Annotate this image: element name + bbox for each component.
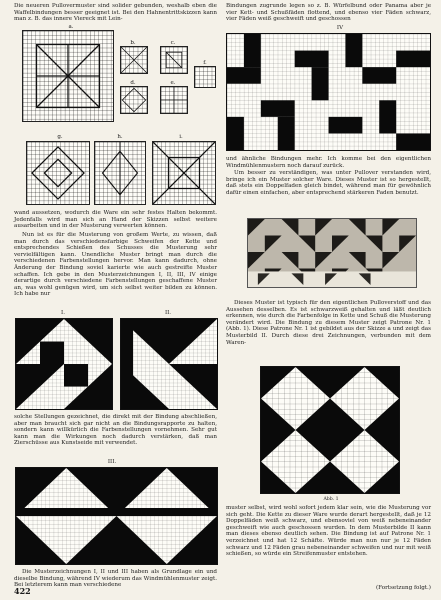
label-b: b. [130, 40, 136, 46]
sketch-f-grid [194, 66, 216, 88]
patrone-abb-1-drawing [261, 367, 399, 493]
continuation-note: (Fortsetzung folgt.) [375, 585, 431, 591]
sketch-g-lines [27, 142, 89, 204]
sketch-c-grid [160, 46, 188, 74]
pattern-IV-drawing [227, 34, 430, 150]
page-number: 422 [14, 586, 31, 596]
fabric-sample-photo [247, 218, 417, 288]
pattern-I [15, 318, 113, 410]
patrone-abb-1 [260, 366, 400, 494]
paragraph-bindings: Bindungen zugrunde legen so z. B. Würfelbund oder Panama aber je vier Kett- und Schußfäden flottend, und ebenso vier Fäden schwarz, vier Fäden weiß geschweift und geschossen [226, 3, 431, 23]
pattern-II-drawing [121, 319, 217, 409]
label-e: e. [170, 80, 176, 86]
sketch-g-grid [26, 141, 90, 205]
sketch-i-lines [153, 142, 215, 204]
label-IV: IV [336, 25, 344, 31]
label-I: I. [61, 310, 65, 316]
sketch-e-grid [160, 86, 188, 114]
sketch-e-lines [161, 87, 187, 113]
label-f: f. [203, 60, 207, 66]
sketch-d-lines [121, 87, 147, 113]
sketch-h-lines [95, 142, 145, 204]
pattern-II [120, 318, 218, 410]
fabric-sample-image [248, 219, 416, 287]
paragraph-typical: Dieses Muster ist typisch für den eigentlichen Pulloverstoff und das Aussehen desselben. Es ist schwarzweiß gehalten und läßt deutlich erkennen, wie durch die Farbenfolge in Kette und Schuß die Musterung verändert wird. Die Bindung zu diesem Muster zeigt Patrone Nr. 1 (Abb. 1). Diese Patrone Nr. 1 ist gebildet aus der Skizze a und zeigt das Musterbild II. Durch diese drei Zeichnungen, verbunden mit dem Waren- [226, 300, 431, 346]
paragraph-pullover: Um besser zu verständigen, was unter Pullover verstanden wird, bringe ich ein Muster solcher Ware. Dieses Muster ist so hergestellt, daß stets ein Doppelfaden gleich bindet, während man für gewöhnlich dafür einen einfachen, aber entsprechend stärkeren Faden benutzt. [226, 170, 431, 196]
label-II: II. [164, 310, 172, 316]
sketch-a-grid [22, 30, 114, 122]
label-h: h. [117, 134, 123, 140]
paragraph-coloring: Nun ist es für die Musterung von großem Werte, zu wissen, daß man durch das verschiedensfarbige Schweifen der Kette und entsprechendes Schießen des Schusses die Musterung sehr vervielfältigen kann. Unendliche Muster bringt man durch die verschiedenen Farbenstellungen hervor. Man kann dadurch, ohne Änderung der Bindung soviel karierte wie auch gestreifte Muster schaffen. Ich gebe in den Musterzeichnungen I, II, III, IV einige derartige durch verschiedene Farbenstellungen geschaffene Muster an, was wohl genügen wird, um sich selbst weiter bilden zu können. Ich habe nur [14, 232, 217, 298]
pattern-III [15, 467, 218, 565]
sketch-h-grid [94, 141, 146, 205]
paragraph-base-binding: Die Musterzeichnungen I, II und III haben als Grundlage ein und dieselbe Bindung, während IV wiederum das Windmühlenmuster zeigt. Bei letzterem kann man verschiedene [14, 569, 217, 589]
label-i: i. [179, 134, 183, 140]
paragraph-warp: muster selbst, wird wohl sofort jedem klar sein, wie die Musterung vor sich geht. Die Kette zu dieser Ware wurde derart hergestellt, daß je 12 Doppelfäden weiß schwarz, und ebensoviel von weiß nebeneinander geschweift wie auch geschossen wurden. In dem Musterbilde II kann man dieses ebenso deutlich sehen. Die Bindung ist auf Patrone Nr. 1 verzeichnet und hat 12 Schäfte. Würde man nun nur je 12 Fäden schwarz und 12 Fäden grau nebeneinander schweifen und nur mit weiß schießen, so würde ein Streifenmuster entstehen. [226, 505, 431, 558]
pattern-III-drawing [16, 468, 217, 564]
label-c: c. [170, 40, 176, 46]
paragraph-windmill: und ähnliche Bindungen mehr. Ich komme bei den eigentlichen Windmühlenmustern noch darauf zurück. [226, 156, 431, 169]
label-a: a. [68, 24, 74, 30]
paragraph-intro: Die neueren Pullovermuster sind solider gebunden, weshalb eben die Waffelbindungen besser geeignet ist. Bei den Hahnentrittskizzen kann man z. B. das innere Viereck mit Lein- [14, 3, 217, 23]
sketch-b-grid [120, 46, 148, 74]
label-g: g. [57, 134, 63, 140]
sketch-i-grid [152, 141, 216, 205]
sketch-b-lines [121, 47, 147, 73]
label-III: III. [107, 459, 117, 465]
sketch-a-lines [23, 31, 113, 121]
pattern-IV [226, 33, 431, 151]
label-abb-1: Abb. 1 [323, 497, 339, 502]
sketch-d-grid [120, 86, 148, 114]
paragraph-positions: solche Stellungen gezeichnet, die direkt mit der Bindung abschließen, aber man braucht sich gar nicht an die Bindungsrapporte zu halten, sondern kann willkürlich die Farbenstellungen vornehmen. Sehr gut kann man die Wirkungen noch dadurch verstärken, daß man Zierschüsse aus Kunstseide mit verwendet. [14, 414, 217, 447]
pattern-I-drawing [16, 319, 112, 409]
sketch-c-lines [161, 47, 187, 73]
label-d: d. [130, 80, 136, 86]
paragraph-sketches: wand aussetzen, wodurch die Ware ein sehr festes Halten bekommt. Jedenfalls wird man sich an Hand der Skizzen selbst weitere ausarbeiten und in der Musterung verwerten können. [14, 210, 217, 230]
